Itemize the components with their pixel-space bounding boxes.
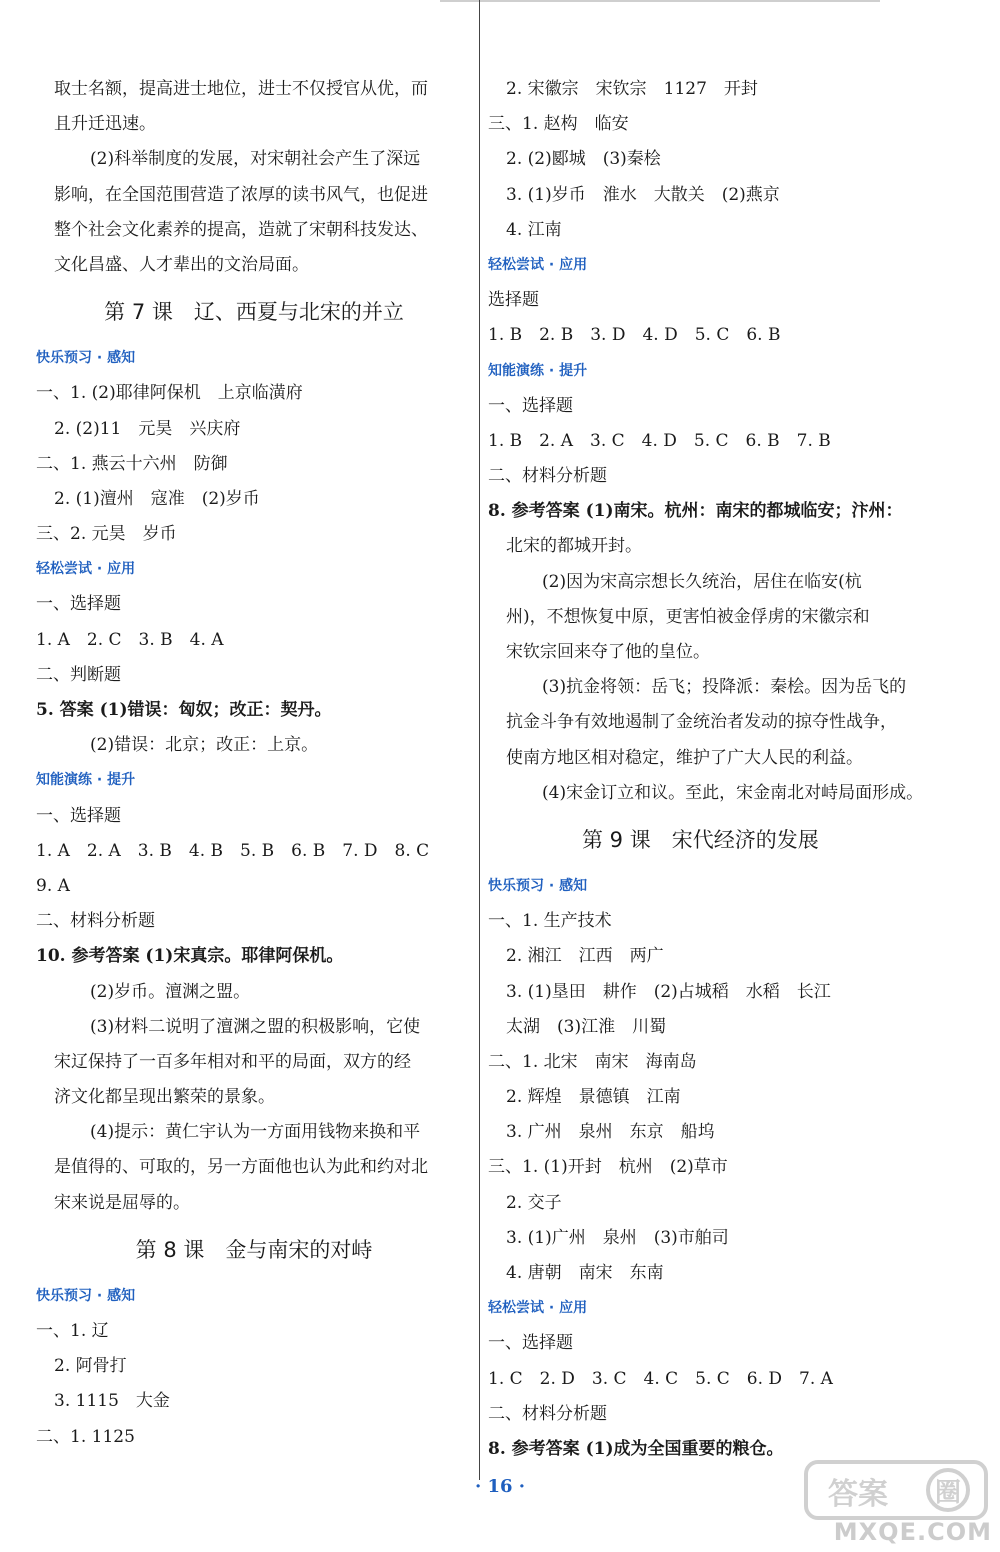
text-line: 北宋的都城开封。 [506, 536, 642, 557]
text-line: 一、1. 生产技术 [488, 911, 612, 932]
text-line: 4. 唐朝 南宋 东南 [506, 1263, 664, 1283]
text-line: 2. (2)11 元昊 兴庆府 [54, 418, 241, 439]
text-line: 2. (2)郾城 (3)秦桧 [506, 149, 661, 170]
text-line: 3. (1)岁币 淮水 大散关 (2)燕京 [506, 184, 780, 205]
text-line: 三、1. 赵构 临安 [488, 114, 629, 135]
text-line: (3)材料二说明了澶渊之盟的积极影响，它使 [90, 1016, 421, 1037]
text-line: 使南方地区相对稳定，维护了广大人民的利益。 [506, 747, 863, 768]
text-line: 3. (1)垦田 耕作 (2)占城稻 水稻 长江 [506, 981, 831, 1002]
text-line: 州)，不想恢复中原，更害怕被金俘虏的宋徽宗和 [506, 606, 870, 627]
text-line: 2. (1)澶州 寇准 (2)岁币 [54, 488, 260, 509]
text-line: (2)因为宋高宗想长久统治，居住在临安(杭 [542, 571, 862, 592]
text-line: 3. (1)广州 泉州 (3)市舶司 [506, 1227, 729, 1248]
svg-text:答案: 答案 [828, 1477, 888, 1512]
text-line: 1. C 2. D 3. C 4. C 5. C 6. D 7. A [488, 1368, 833, 1389]
text-line: 二、1. 燕云十六州 防御 [36, 453, 228, 474]
text-line: 宋钦宗回来夺了他的皇位。 [506, 642, 710, 662]
answer-line: 5. 答案 (1)错误：匈奴；改正：契丹。 [36, 700, 332, 720]
text-line: 2. 交子 [506, 1192, 562, 1213]
text-line: (2)岁币。澶渊之盟。 [90, 981, 251, 1002]
text-line: 2. 阿骨打 [54, 1356, 127, 1377]
text-line: 一、1. 辽 [36, 1321, 109, 1341]
text-line: 一、选择题 [36, 594, 121, 615]
text-line: 1. B 2. B 3. D 4. D 5. C 6. B [488, 325, 781, 346]
text-line: 济文化都呈现出繁荣的景象。 [54, 1087, 275, 1108]
watermark-domain: MXQE.COM [833, 1518, 992, 1546]
text-line: 2. 湘江 江西 两广 [506, 946, 664, 967]
text-line: 一、选择题 [488, 1333, 573, 1354]
lesson-title: 第 8 课 金与南宋的对峙 [135, 1237, 373, 1262]
text-line: 选择题 [488, 290, 539, 311]
column-divider [479, 0, 480, 1480]
text-line: 三、1. (1)开封 杭州 (2)草市 [488, 1157, 728, 1178]
text-line: 1. B 2. A 3. C 4. D 5. C 6. B 7. B [488, 430, 831, 451]
text-line: 二、材料分析题 [36, 911, 155, 932]
text-line: 1. A 2. C 3. B 4. A [36, 629, 224, 650]
section-heading: 知能演练 · 提升 [36, 772, 136, 789]
top-rule [440, 0, 880, 2]
text-line: 抗金斗争有效地遏制了金统治者发动的掠夺性战争， [506, 712, 897, 733]
text-line: 2. 辉煌 景德镇 江南 [506, 1087, 681, 1108]
section-heading: 知能演练 · 提升 [488, 362, 588, 379]
text-line: 影响，在全国范围营造了浓厚的读书风气，也促进 [54, 184, 428, 205]
svg-text:圈: 圈 [934, 1478, 962, 1508]
answer-line: 10. 参考答案 (1)宋真宗。耶律阿保机。 [36, 946, 344, 967]
left-column [36, 72, 472, 1455]
page-number: · 16 · [474, 1476, 526, 1497]
text-line: 取士名额，提高进士地位，进士不仅授官从优，而 [54, 79, 428, 99]
text-line: 二、材料分析题 [488, 1403, 607, 1424]
text-line: 是值得的、可取的，另一方面他也认为此和约对北 [54, 1157, 428, 1178]
text-line: 三、2. 元昊 岁币 [36, 524, 177, 545]
answer-line: 8. 参考答案 (1)成为全国重要的粮仓。 [488, 1438, 784, 1459]
text-line: 宋来说是屈辱的。 [54, 1192, 190, 1213]
text-line: (4)提示：黄仁宇认为一方面用钱物来换和平 [90, 1122, 421, 1143]
section-heading: 轻松尝试 · 应用 [488, 256, 588, 273]
text-line: 二、1. 1125 [36, 1426, 135, 1447]
text-line: (2)科举制度的发展，对宋朝社会产生了深远 [90, 149, 421, 170]
section-heading: 快乐预习 · 感知 [36, 350, 136, 367]
text-line: 1. A 2. A 3. B 4. B 5. B 6. B 7. D 8. C [36, 840, 430, 861]
text-line: 整个社会文化素养的提高，造就了宋朝科技发达、 [54, 219, 428, 240]
section-heading: 快乐预习 · 感知 [36, 1287, 136, 1304]
text-line: 9. A [36, 875, 70, 896]
text-line: 二、1. 北宋 南宋 海南岛 [488, 1051, 697, 1072]
right-column [488, 72, 932, 1467]
text-line: (2)错误：北京；改正：上京。 [90, 735, 319, 756]
text-line: 文化昌盛、人才辈出的文治局面。 [54, 254, 309, 275]
section-heading: 轻松尝试 · 应用 [488, 1300, 588, 1317]
text-line: 3. 1115 大金 [54, 1391, 170, 1412]
section-heading: 快乐预习 · 感知 [488, 877, 588, 894]
text-line: 3. 广州 泉州 东京 船坞 [506, 1122, 715, 1143]
text-line: 4. 江南 [506, 219, 562, 240]
text-line: 太湖 (3)江淮 川蜀 [506, 1016, 667, 1037]
text-line: 一、选择题 [488, 395, 573, 416]
text-line: (3)抗金将领：岳飞；投降派：秦桧。因为岳飞的 [542, 677, 907, 698]
text-line: 宋辽保持了一百多年相对和平的局面，双方的经 [54, 1051, 411, 1072]
text-line: 二、判断题 [36, 664, 121, 685]
text-line: 一、1. (2)耶律阿保机 上京临潢府 [36, 383, 303, 404]
answer-line: 8. 参考答案 (1)南宋。杭州：南宋的都城临安；汴州： [488, 501, 903, 522]
text-line: 一、选择题 [36, 805, 121, 826]
lesson-title: 第 9 课 宋代经济的发展 [582, 827, 819, 852]
section-heading: 轻松尝试 · 应用 [36, 561, 136, 578]
text-line: 2. 宋徽宗 宋钦宗 1127 开封 [506, 79, 758, 99]
text-line: (4)宋金订立和议。至此，宋金南北对峙局面形成。 [542, 782, 924, 803]
text-line: 且升迁迅速。 [54, 114, 156, 135]
text-line: 二、材料分析题 [488, 466, 607, 487]
lesson-title: 第 7 课 辽、西夏与北宋的并立 [104, 300, 404, 325]
